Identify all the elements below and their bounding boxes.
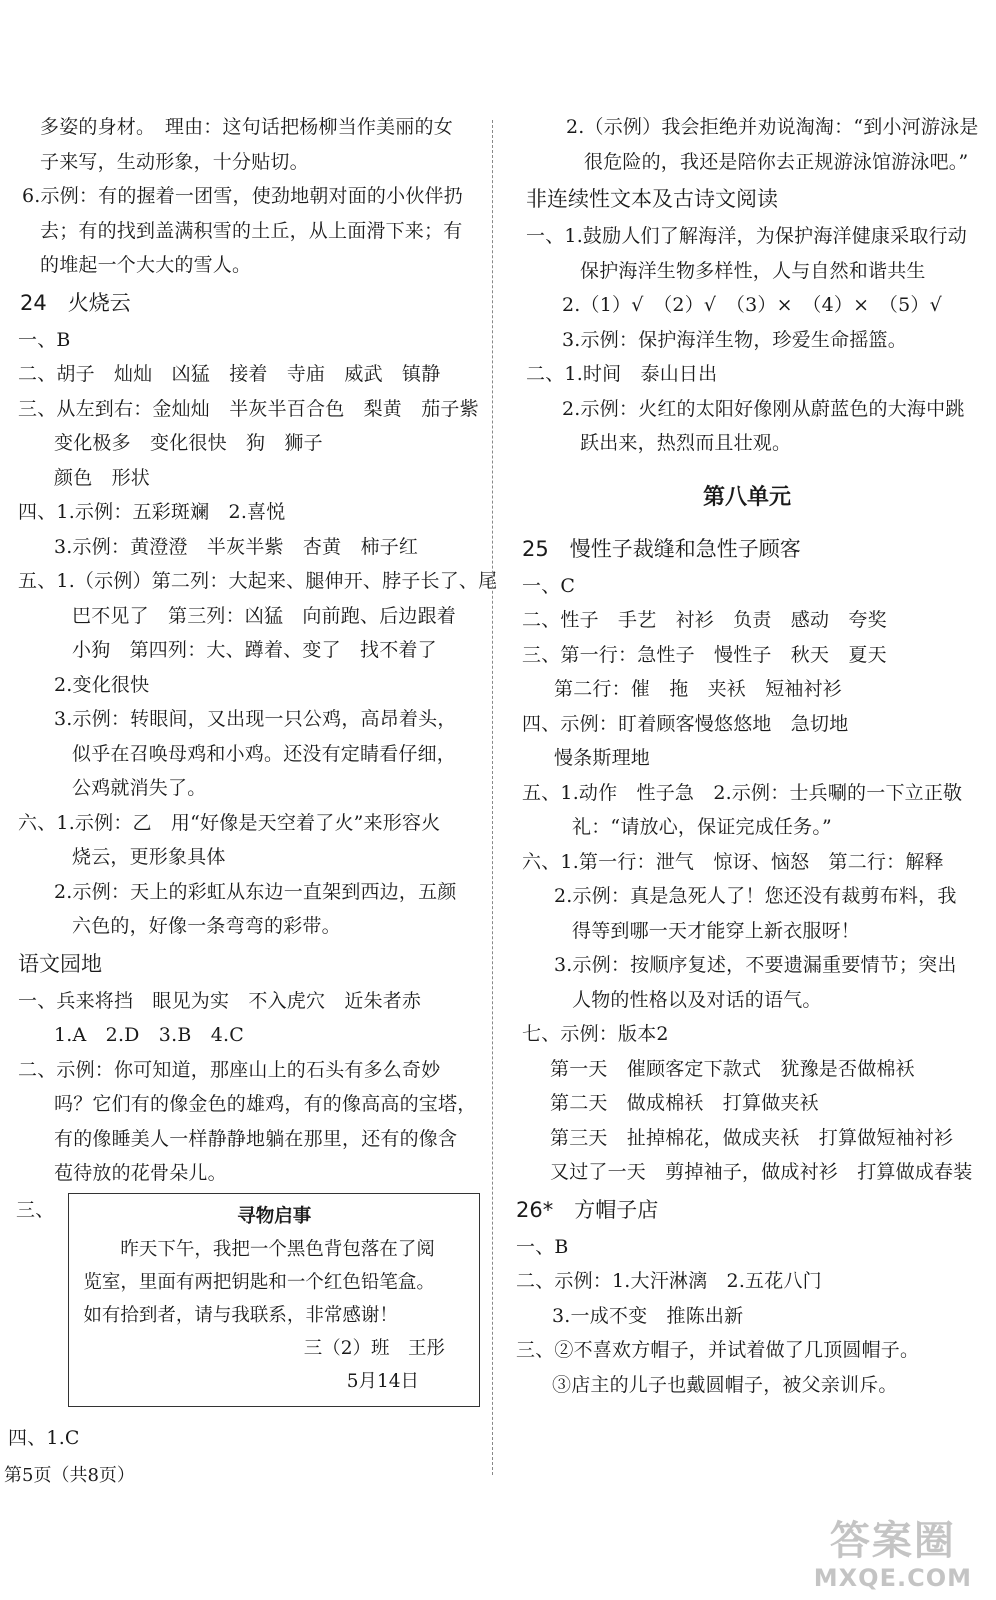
answer-line: 六、1.示例：乙 用“好像是天空着了火”来形容火 xyxy=(18,811,441,834)
answer-line: 1.A 2.D 3.B 4.C xyxy=(54,1024,244,1046)
answer-line: 多姿的身材。 理由：这句话把杨柳当作美丽的女 xyxy=(40,116,453,138)
left-tail-line: 四、1.C xyxy=(8,1426,80,1449)
page-footer: 第5页（共8页） xyxy=(4,1465,135,1486)
answer-line: 人物的性格以及对话的语气。 xyxy=(572,988,822,1011)
answer-line: 小狗 第四列：大、蹲着、变了 找不着了 xyxy=(72,639,437,661)
answer-line: 烧云，更形象具体 xyxy=(72,846,226,868)
answer-line: 2.示例：火红的太阳好像刚从蔚蓝色的大海中跳 xyxy=(562,397,965,420)
watermark-logo xyxy=(814,1518,972,1592)
answer-line: 五、1.（示例）第二列：大起来、腿伸开、脖子长了、尾 xyxy=(18,570,498,592)
answer-line: 似乎在召唤母鸡和小鸡。还没有定睛看仔细， xyxy=(72,742,457,765)
answer-line: 五、1.动作 性子急 2.示例：士兵唰的一下立正敬 xyxy=(522,781,963,804)
answer-line: 公鸡就消失了。 xyxy=(72,777,207,799)
answer-line: 2.（示例）我会拒绝并劝说淘淘：“到小河游泳是 xyxy=(566,116,979,138)
answer-line: 的堆起一个大大的雪人。 xyxy=(40,254,252,276)
answer-line: 三、从左到右：金灿灿 半灰半百合色 梨黄 茄子紫 xyxy=(18,397,479,420)
answer-line: ③店主的儿子也戴圆帽子，被父亲训斥。 xyxy=(552,1373,898,1396)
answer-line: 慢条斯理地 xyxy=(554,747,651,769)
answer-line: 六、1.第一行：泄气 惊讶、恼怒 第二行：解释 xyxy=(522,850,944,873)
answer-line: 2.示例：天上的彩虹从东边一直架到西边，五颜 xyxy=(54,880,457,903)
section-heading: 24 火烧云 xyxy=(20,290,131,315)
answer-line: 第一天 催顾客定下款式 犹豫是否做棉袄 xyxy=(550,1057,915,1080)
answer-line: 二、性子 手艺 衬衫 负责 感动 夸奖 xyxy=(522,609,887,631)
answer-line: 三、第一行：急性子 慢性子 秋天 夏天 xyxy=(522,643,887,666)
answer-line: 跃出来，热烈而且壮观。 xyxy=(580,432,792,454)
watermark-brand: 答案圈 xyxy=(829,1518,956,1564)
answer-line: 二、1.时间 泰山日出 xyxy=(526,363,718,385)
right-column xyxy=(512,110,982,1402)
answer-line: 变化极多 变化很快 狗 狮子 xyxy=(54,432,323,454)
answer-line: 六色的，好像一条弯弯的彩带。 xyxy=(72,915,341,937)
answer-line: 有的像睡美人一样静静地躺在那里，还有的像含 xyxy=(54,1127,458,1150)
notice-signature: 三（2）班 王彤 xyxy=(303,1337,445,1359)
answer-line: 第二天 做成棉袄 打算做夹袄 xyxy=(550,1092,819,1114)
answer-line: 巴不见了 第三列：凶猛 向前跑、后边跟着 xyxy=(72,604,457,627)
answer-line: 3.示例：保护海洋生物，珍爱生命摇篮。 xyxy=(562,328,907,351)
answer-line: 2.变化很快 xyxy=(54,673,150,696)
notice-body-line: 如有拾到者，请与我联系，非常感谢！ xyxy=(83,1304,398,1326)
notice-body-line: 览室，里面有两把钥匙和一个红色铅笔盒。 xyxy=(83,1271,435,1293)
right-lines-2 xyxy=(512,529,982,1403)
answer-line: 二、胡子 灿灿 凶猛 接着 寺庙 威武 镇静 xyxy=(18,363,441,385)
lost-notice-box xyxy=(68,1193,480,1407)
unit-title: 第八单元 xyxy=(702,484,791,510)
left-column xyxy=(0,110,498,1455)
right-lines xyxy=(512,110,982,461)
notice-title: 寻物启事 xyxy=(237,1205,312,1227)
watermark-url: MXQE.COM xyxy=(813,1564,972,1592)
answer-line: 2.（1）√ （2）√ （3）× （4）× （5）√ xyxy=(562,294,942,316)
answer-line: 一、B xyxy=(516,1235,569,1258)
answer-line: 2.示例：真是急死人了！您还没有裁剪布料，我 xyxy=(554,885,957,907)
answer-line: 3.示例：黄澄澄 半灰半紫 杏黄 柿子红 xyxy=(54,535,419,558)
answer-line: 七、示例：版本2 xyxy=(522,1023,669,1045)
answer-line: 礼：“请放心，保证完成任务。” xyxy=(572,816,832,838)
answer-line: 3.示例：按顺序复述，不要遗漏重要情节；突出 xyxy=(554,954,957,976)
answer-line: 又过了一天 剪掉袖子，做成衬衫 打算做成春装 xyxy=(550,1161,973,1183)
answer-line: 3.一成不变 推陈出新 xyxy=(552,1304,744,1327)
answer-line: 二、示例：1.大汗淋漓 2.五花八门 xyxy=(516,1270,822,1292)
answer-line: 三、②不喜欢方帽子，并试着做了几顶圆帽子。 xyxy=(516,1339,920,1361)
answer-line: 四、1.示例：五彩斑斓 2.喜悦 xyxy=(18,501,286,523)
answer-line: 很危险的，我还是陪你去正规游泳馆游泳吧。” xyxy=(584,150,969,173)
answer-line: 苞待放的花骨朵儿。 xyxy=(54,1162,227,1184)
answer-line: 子来写，生动形象，十分贴切。 xyxy=(40,150,309,173)
section-heading: 25 慢性子裁缝和急性子顾客 xyxy=(522,536,801,561)
answer-line: 一、兵来将挡 眼见为实 不入虎穴 近朱者赤 xyxy=(18,989,422,1012)
answer-line: 一、1.鼓励人们了解海洋，为保护海洋健康采取行动 xyxy=(526,225,967,247)
answer-line: 二、示例：你可知道，那座山上的石头有多么奇妙 xyxy=(18,1058,441,1081)
answer-line: 3.示例：转眼间，又出现一只公鸡，高昂着头， xyxy=(54,708,457,730)
notice-body-line: 昨天下午，我把一个黑色背包落在了阅 xyxy=(83,1238,435,1260)
answer-line: 6.示例：有的握着一团雪，使劲地朝对面的小伙伴扔 xyxy=(22,185,463,207)
answer-line: 第三天 扯掉棉花，做成夹袄 打算做短袖衬衫 xyxy=(550,1126,954,1149)
answer-line: 吗？它们有的像金色的雄鸡，有的像高高的宝塔， xyxy=(54,1093,477,1115)
left-lines xyxy=(0,110,498,1191)
column-divider xyxy=(492,120,493,1475)
answer-line: 一、C xyxy=(522,574,576,597)
notice-row xyxy=(0,1193,480,1407)
section-heading: 语文园地 xyxy=(18,951,102,976)
section-heading: 26* 方帽子店 xyxy=(516,1197,659,1222)
answer-line: 保护海洋生物多样性，人与自然和谐共生 xyxy=(580,259,926,282)
answer-line: 颜色 形状 xyxy=(54,466,151,489)
answer-line: 第二行：催 拖 夹袄 短袖衬衫 xyxy=(554,678,843,700)
answer-line: 一、B xyxy=(18,328,71,351)
notice-date: 5月14日 xyxy=(346,1370,419,1392)
notice-marker: 三、 xyxy=(16,1198,55,1221)
answer-line: 得等到哪一天才能穿上新衣服呀！ xyxy=(572,919,861,942)
section-heading: 非连续性文本及古诗文阅读 xyxy=(526,187,778,211)
answer-line: 四、示例：盯着顾客慢悠悠地 急切地 xyxy=(522,712,849,735)
answer-line: 去；有的找到盖满积雪的土丘，从上面滑下来；有 xyxy=(40,219,463,242)
